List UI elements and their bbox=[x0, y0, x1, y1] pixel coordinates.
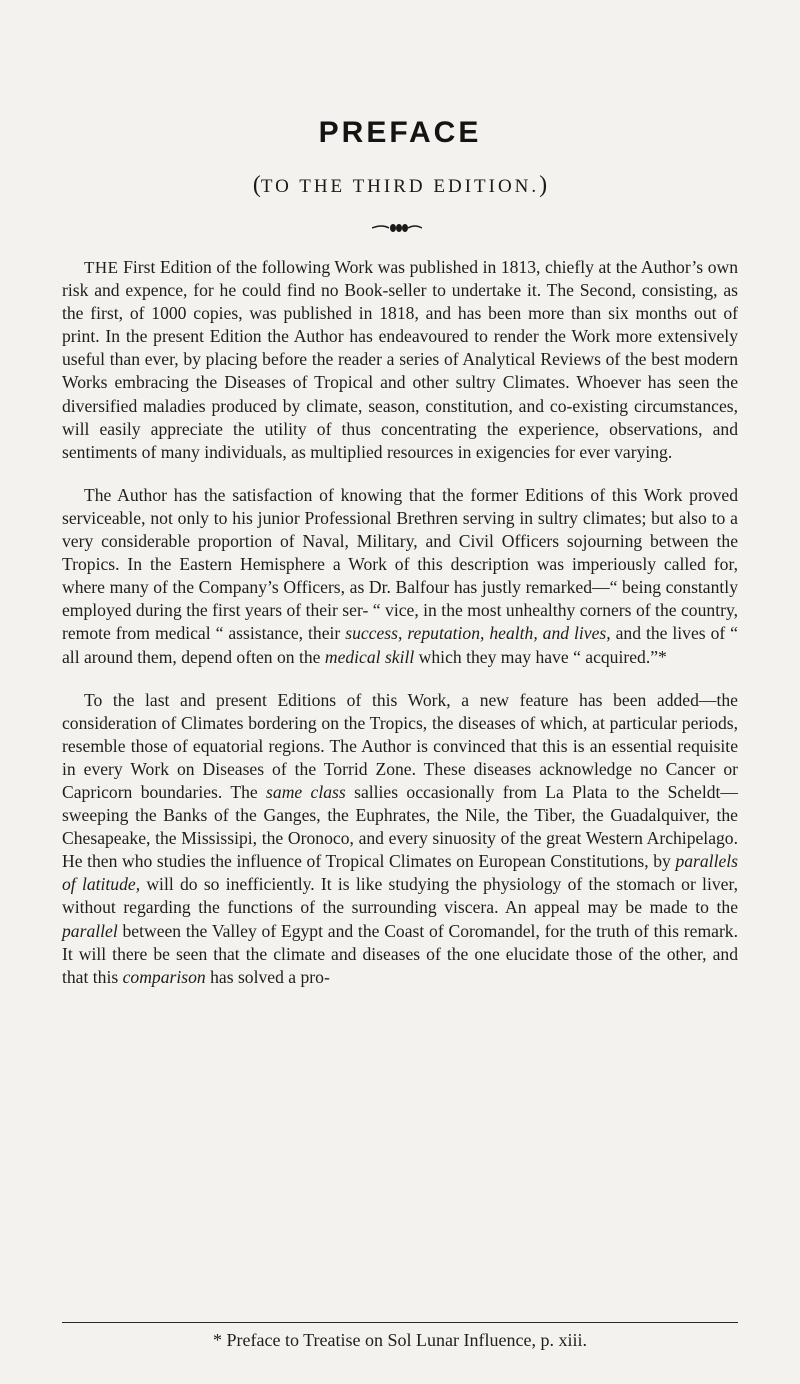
subtitle-close-paren: ) bbox=[539, 172, 548, 198]
paragraph-italic-text: comparison bbox=[122, 966, 206, 987]
paragraph-text: sallies occasionally from La Plata to the Scheldt—sweeping the Banks of the Ganges, the Euphrates, the Nile, the Tiber, the Guadalquiver, the Chesapeake, the Mississipi, the Oronoco, and every sinuosity of the great Western Archipelago. He then who studies the influence of Tropical Climates on European Constitutions, by bbox=[62, 781, 738, 872]
paragraph-text: To the last and present Editions of this Work, a new feature has been added—the consideration of Climates bordering on the Tropics, the diseases of which, at particular periods, resemble those of equatorial regions. The Author is convinced that this is an essential requisite in every Work on Diseases of the Torrid Zone. These diseases acknowledge no Cancer or Capricorn boundaries. The bbox=[62, 689, 738, 802]
ornament-divider bbox=[372, 222, 422, 234]
paragraph bbox=[62, 689, 738, 989]
paragraph-text: will do so inefficiently. It is like studying the physiology of the stomach or liver, without regarding the functions of the surrounding viscera. An appeal may be made to the bbox=[62, 874, 738, 918]
paragraph-text: between the Valley of Egypt and the Coast of Coromandel, for the truth of this remark. It will there be seen that the climate and diseases of the one elucidate those of the other, and that this bbox=[62, 920, 738, 987]
paragraph-text: and the lives of “ all around them, depend often on the bbox=[62, 623, 738, 667]
paragraph-text: which they may have “ acquired.”* bbox=[414, 646, 667, 667]
footnote-divider bbox=[62, 1322, 738, 1323]
paragraph-italic-text: success, reputation, health, and lives, bbox=[345, 623, 611, 644]
paragraph-text: has solved a pro- bbox=[205, 966, 330, 987]
subtitle-open-paren: ( bbox=[252, 172, 261, 198]
paragraph bbox=[62, 484, 738, 669]
paragraph-italic-text: same class bbox=[266, 781, 346, 802]
page-subtitle bbox=[0, 172, 800, 199]
paragraph-italic-text: parallel bbox=[62, 920, 118, 941]
paragraph-text: First Edition of the following Work was published in 1813, chiefly at the Author’s own risk and expence, for he could find no Book-seller to undertake it. The Second, consisting, as the first, of 1000 copies, was published in 1818, and has been more than six months out of print. In the present Edition the Author has endeavoured to render the Work more extensively useful than ever, by placing before the reader a series of Analytical Reviews of the best modern Works embracing the Diseases of Tropical and other sultry Climates. Whoever has seen the diversified maladies produced by climate, season, constitution, and co-existing circumstances, will easily appreciate the utility of thus concentrating the experience, observations, and sentiments of many individuals, as multiplied resources in exigencies for ever varying. bbox=[62, 257, 738, 462]
preface-body bbox=[62, 256, 738, 1009]
page-title: PREFACE bbox=[318, 116, 482, 149]
paragraph-italic-text: parallels of latitude, bbox=[62, 851, 738, 895]
paragraph-first-word: THE bbox=[84, 258, 119, 277]
paragraph-italic-text: medical skill bbox=[324, 646, 415, 667]
paragraph-text: The Author has the satisfaction of knowing that the former Editions of this Work proved serviceable, not only to his junior Professional Brethren serving in sultry climates; but also to a very considerable proportion of Naval, Military, and Civil Officers sojourning between the Tropics. In the Eastern Hemisphere a Work of this description was imperiously called for, where many of the Company’s Officers, as Dr. Balfour has justly remarked—“ being constantly employed during the first years of their ser- “ vice, in the most unhealthy corners of the country, remote from medical “ assistance, their bbox=[62, 484, 738, 644]
subtitle-text: TO THE THIRD EDITION. bbox=[260, 176, 540, 197]
paragraph bbox=[62, 256, 738, 464]
footnote: * Preface to Treatise on Sol Lunar Influence, p. xiii. bbox=[213, 1330, 587, 1350]
